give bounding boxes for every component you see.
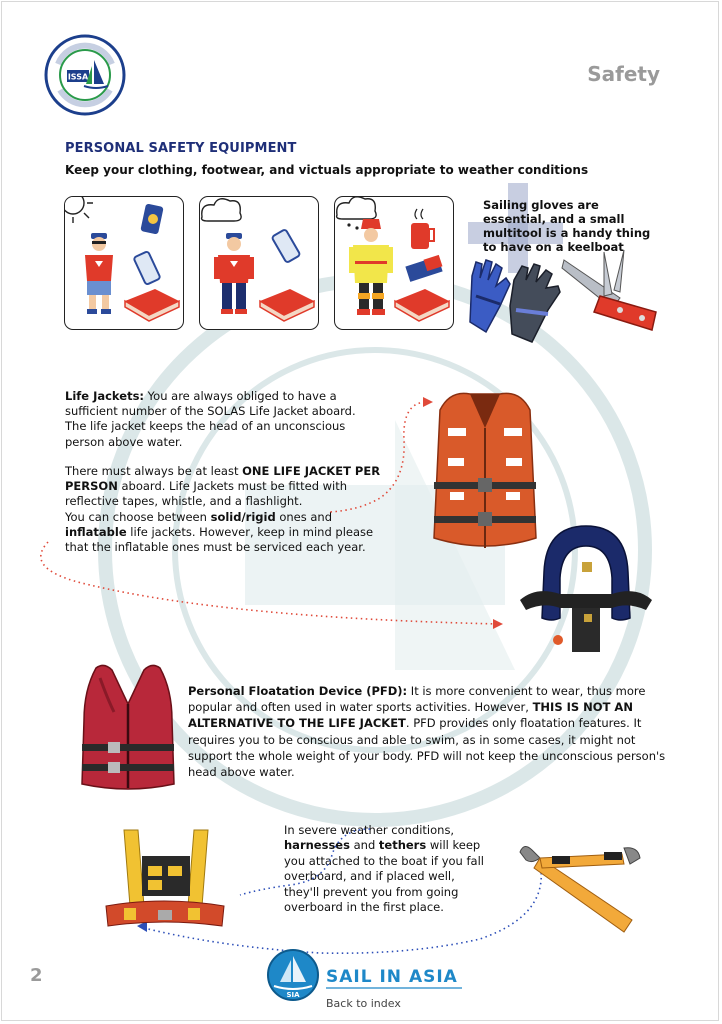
- page-heading: PERSONAL SAFETY EQUIPMENT: [65, 141, 297, 156]
- cloud-icon: [202, 199, 242, 221]
- sandwich-icon: [395, 289, 449, 321]
- life-jackets-label: Life Jackets:: [65, 389, 145, 403]
- water-bottle-icon: [133, 251, 160, 285]
- pfd-vest-image: [78, 660, 178, 792]
- sail-in-asia-logo: [266, 948, 466, 1002]
- chocolate-bar-icon: [405, 255, 442, 282]
- sandwich-icon: [260, 289, 314, 321]
- thermos-icon: [411, 209, 434, 249]
- section-title: Safety: [587, 62, 660, 86]
- sailing-gloves-image: [466, 256, 568, 346]
- brand-badge: SIA: [286, 991, 300, 999]
- logo-abbrev: ISSA: [67, 72, 89, 82]
- water-bottle-icon: [272, 229, 301, 263]
- multitool-image: [560, 246, 660, 334]
- harness-paragraph: In severe weather conditions, harnesses and tethers will keep you attached to the boat if you fall overboard, and if placed well, they'll prevent you from going overboard in the first place.: [284, 823, 484, 915]
- weather-panel-rainy: [334, 196, 454, 330]
- harness-image: [104, 826, 228, 936]
- sunscreen-icon: [140, 203, 163, 234]
- pfd-paragraph: Personal Floatation Device (PFD): It is more convenient to wear, thus more popular and often used in water sports activities. However, THIS IS NOT AN ALTERNATIVE TO THE LIFE JACKET. PFD provides only floatation features. It requires you to be conscious and able to swim, as in some cases, it might not support the whole weight of your body. PFD will not keep the unconscious person's head above water.: [188, 684, 666, 780]
- weather-panel-sunny: [64, 196, 184, 330]
- back-to-index-link[interactable]: Back to index: [326, 997, 401, 1010]
- sun-icon: [65, 197, 93, 223]
- gloves-note: Sailing gloves are essential, and a small multitool is a handy thing to have on a keelboat: [483, 198, 651, 254]
- life-jackets-paragraph-2: There must always be at least ONE LIFE JACKET PER PERSON aboard. Life Jackets must be fitted with reflective tapes, whistle, and a flashlight. You can choose between solid/rigid ones and inflatable life jackets. However, keep in mind please that the inflatable ones must be serviced each year.: [65, 464, 381, 555]
- issa-logo: [44, 34, 126, 116]
- inflatable-life-jacket-image: [516, 522, 656, 672]
- tether-image: [512, 838, 642, 938]
- life-jackets-paragraph-1: Life Jackets: You are always obliged to have a sufficient number of the SOLAS Life Jacket aboard. The life jacket keeps the head of an unconscious person above water.: [65, 389, 356, 449]
- page-subheading: Keep your clothing, footwear, and victuals appropriate to weather conditions: [65, 163, 589, 177]
- pfd-label: Personal Floatation Device (PFD):: [188, 684, 408, 698]
- weather-panel-cloudy: [199, 196, 319, 330]
- brand-name: SAIL IN ASIA: [326, 967, 458, 987]
- person-jacket-icon: [214, 233, 254, 314]
- page-number: 2: [30, 965, 43, 986]
- person-foul-weather-gear-icon: [349, 219, 393, 315]
- sandwich-icon: [125, 289, 179, 321]
- person-summer-icon: [85, 233, 113, 314]
